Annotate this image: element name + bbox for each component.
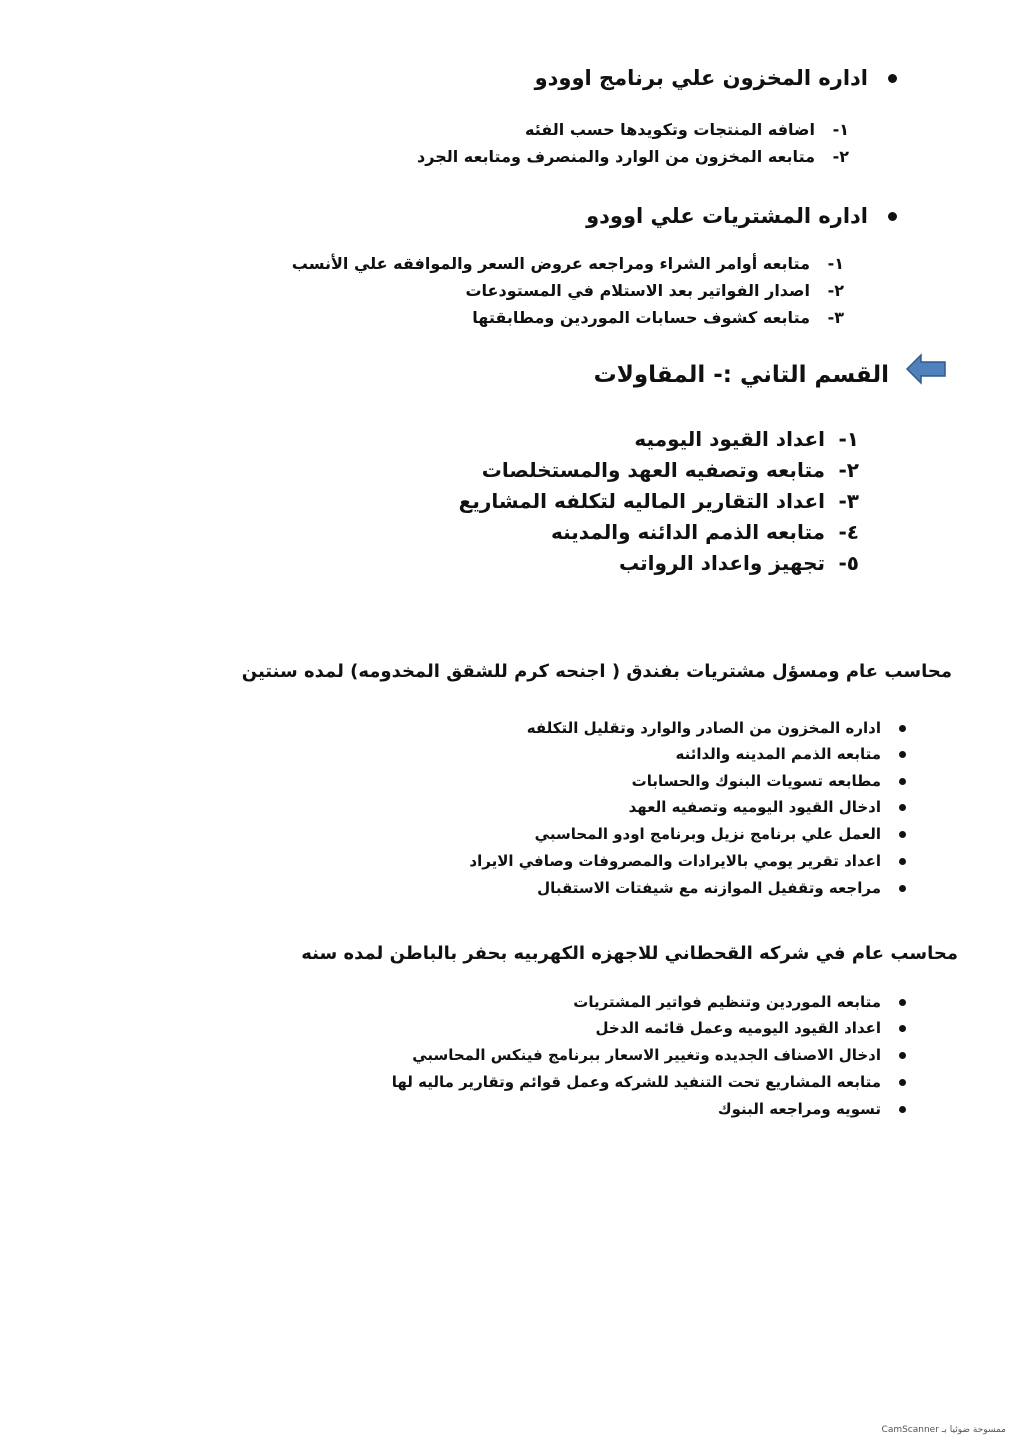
bullet-icon <box>899 999 906 1006</box>
item-number: ٣- <box>827 308 844 327</box>
item-number: ٤- <box>838 520 859 544</box>
item-text: اداره المخزون من الصادر والوارد وتقليل التكلفه <box>526 719 881 737</box>
bullet-icon <box>899 1106 906 1113</box>
list-item <box>535 826 906 843</box>
item-text: مراجعه وتقفيل الموازنه مع شيفتات الاستقبال <box>537 879 881 897</box>
bullet-icon <box>899 831 906 838</box>
item-number: ٢- <box>827 281 844 300</box>
list-item <box>412 1047 906 1064</box>
list-item <box>619 552 859 575</box>
item-text: اضافه المنتجات وتكويدها حسب الفئه <box>525 120 815 139</box>
list-item <box>482 459 859 482</box>
heading-text: اداره المخزون علي برنامج اوودو <box>534 66 868 90</box>
item-text: متابعه المخزون من الوارد والمنصرف ومتابعه الجرد <box>417 147 815 166</box>
bullet-icon <box>899 778 906 785</box>
list-item <box>392 1074 906 1091</box>
item-number: ٥- <box>838 551 859 575</box>
odoo-inventory-heading <box>535 66 897 90</box>
list-item <box>573 994 906 1011</box>
list-item <box>417 148 849 166</box>
item-text: مطابعه تسويات البنوك والحسابات <box>631 772 881 790</box>
bullet-icon <box>899 1025 906 1032</box>
bullet-icon <box>899 1052 906 1059</box>
list-item <box>537 880 906 897</box>
contracting-heading: القسم التاني :- المقاولات <box>593 362 889 388</box>
bullet-icon <box>899 858 906 865</box>
item-number: ٢- <box>838 458 859 482</box>
list-item <box>472 309 844 327</box>
item-text: ادخال القيود اليوميه وتصفيه العهد <box>628 798 881 816</box>
list-item <box>469 853 906 870</box>
list-item <box>525 121 849 139</box>
item-text: اعداد القيود اليوميه <box>634 427 825 451</box>
hotel-job-title: محاسب عام ومسؤل مشتريات بفندق ( اجنحه كرم للشقق المخدومه) لمده سنتين <box>241 661 952 682</box>
item-number: ١- <box>838 427 859 451</box>
arrow-left-icon <box>905 353 947 385</box>
bullet-icon <box>899 1079 906 1086</box>
bullet-icon <box>888 74 897 83</box>
odoo-purchases-heading <box>586 204 897 228</box>
item-text: متابعه كشوف حسابات الموردين ومطابقتها <box>472 308 810 327</box>
list-item <box>676 746 907 763</box>
heading-text: اداره المشتريات علي اوودو <box>586 204 868 228</box>
list-item <box>465 282 844 300</box>
item-text: تسويه ومراجعه البنوك <box>717 1100 881 1118</box>
list-item <box>459 490 859 513</box>
item-text: متابعه الذمم المدينه والدائنه <box>675 745 881 763</box>
item-text: اصدار الفواتير بعد الاستلام في المستودعات <box>465 281 810 300</box>
list-item <box>718 1101 906 1118</box>
item-text: متابعه الذمم الدائنه والمدينه <box>551 520 825 544</box>
item-number: ١- <box>832 120 849 139</box>
arrow-shape <box>907 355 945 383</box>
item-text: اعداد تقرير يومي بالايرادات والمصروفات وصافي الايراد <box>469 852 881 870</box>
list-item <box>629 799 906 816</box>
bullet-icon <box>899 804 906 811</box>
item-text: اعداد القيود اليوميه وعمل قائمه الدخل <box>595 1019 881 1037</box>
item-text: متابعه المشاريع تحت التنفيد للشركه وعمل قوائم وتقارير ماليه لها <box>391 1073 881 1091</box>
item-text: متابعه وتصفيه العهد والمستخلصات <box>481 458 825 482</box>
bullet-icon <box>899 885 906 892</box>
item-number: ١- <box>827 254 844 273</box>
item-number: ٣- <box>838 489 859 513</box>
list-item <box>527 720 906 737</box>
bullet-icon <box>888 212 897 221</box>
bullet-icon <box>899 725 906 732</box>
item-text: متابعه الموردين وتنظيم فواتير المشتريات <box>573 993 881 1011</box>
item-text: متابعه أوامر الشراء ومراجعه عروض السعر والموافقه علي الأنسب <box>291 254 810 273</box>
list-item <box>634 428 859 451</box>
item-text: العمل علي برنامج نزيل وبرنامج اودو المحاسبي <box>534 825 881 843</box>
list-item <box>632 773 906 790</box>
bullet-icon <box>899 751 906 758</box>
scanner-watermark: ممسوحة ضوئيا بـ CamScanner <box>881 1425 1006 1435</box>
item-number: ٢- <box>832 147 849 166</box>
item-text: تجهيز واعداد الرواتب <box>618 551 825 575</box>
list-item <box>596 1020 907 1037</box>
qahtani-job-title: محاسب عام في شركه القحطاني للاجهزه الكهربيه بحفر بالباطن لمده سنه <box>301 943 958 964</box>
item-text: ادخال الاصناف الجديده وتغيير الاسعار ببرنامج فينكس المحاسبي <box>412 1046 881 1064</box>
item-text: اعداد التقارير الماليه لتكلفه المشاريع <box>458 489 825 513</box>
list-item <box>292 255 844 273</box>
list-item <box>551 521 859 544</box>
